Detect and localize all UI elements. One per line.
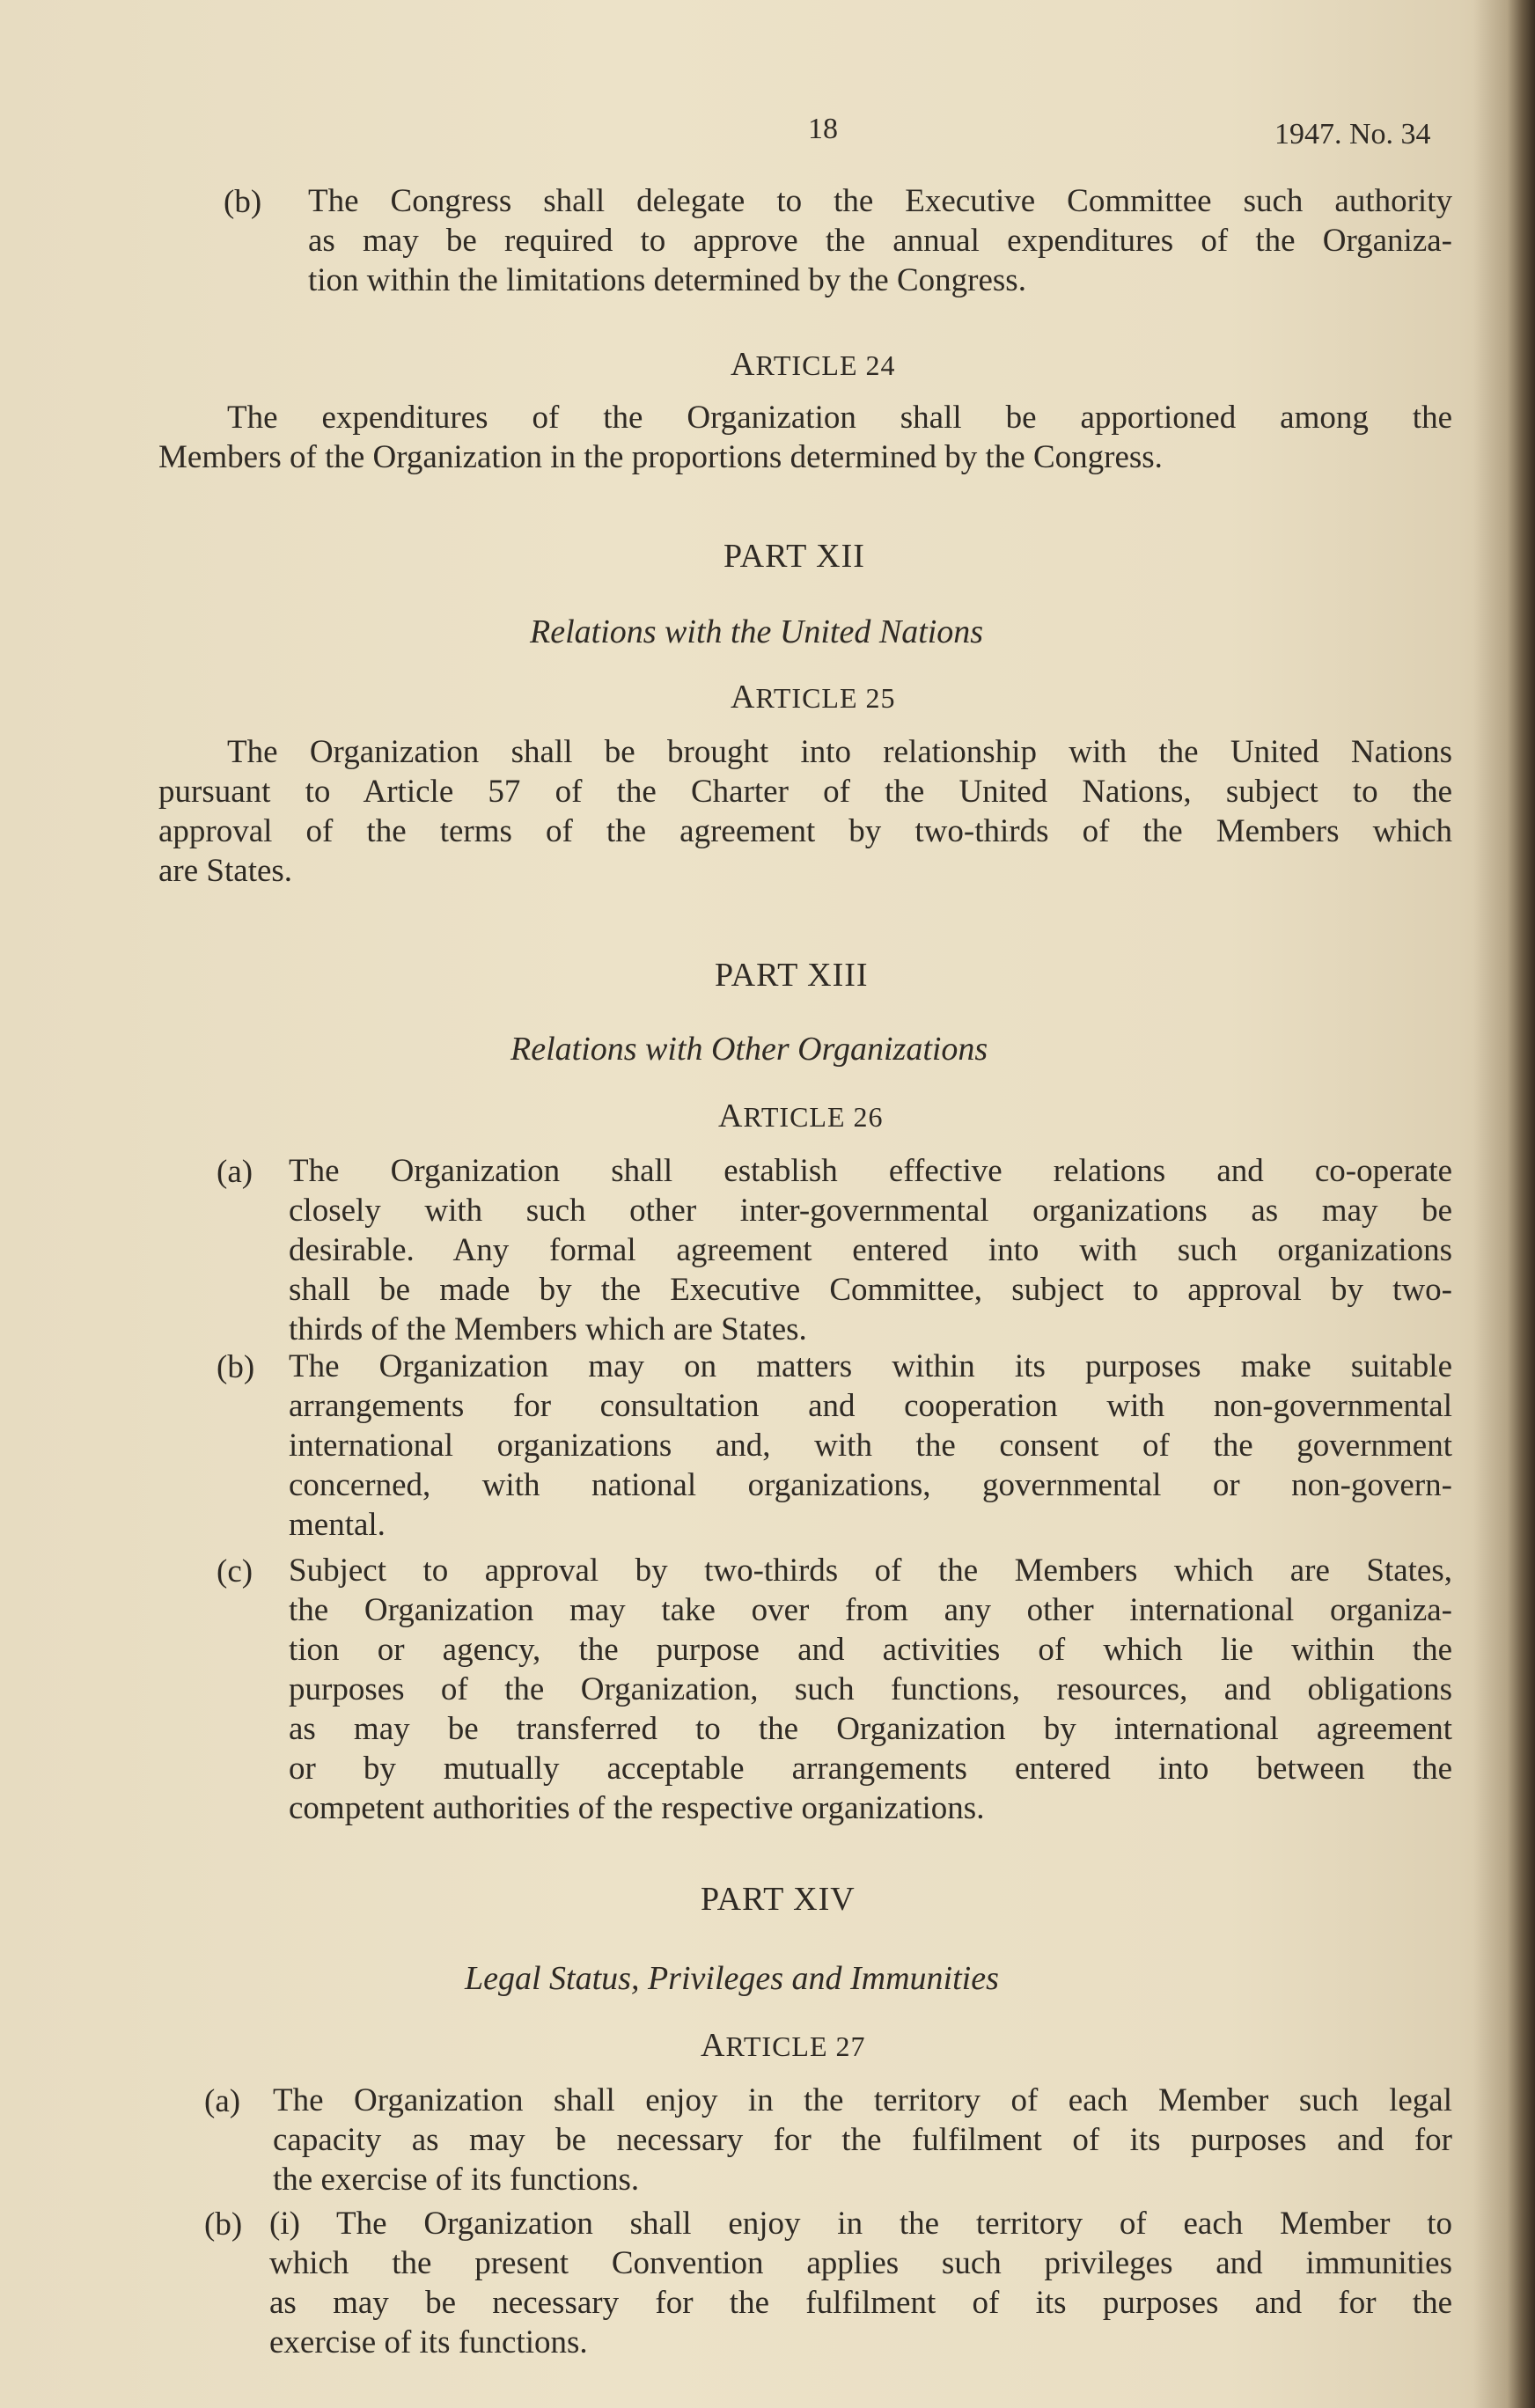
text-line: concerned, with national organizations, governmental or non-govern- [289,1467,1452,1503]
page-number: 18 [808,113,838,145]
text-line: international organizations and, with the consent of the government [289,1428,1452,1464]
text-line: competent authorities of the respective organizations. [289,1790,985,1826]
text-line: Members of the Organization in the proportions determined by the Congress. [158,439,1163,475]
clause-label: (b) [204,2206,243,2243]
text-line: exercise of its functions. [269,2324,588,2360]
article-26c-text [289,1551,1452,1828]
part-subtitle: Relations with Other Organizations [510,1031,988,1068]
clause-label: (b) [217,1349,255,1385]
article-25-text [158,732,1452,891]
text-line: closely with such other inter-governmental organizations as may be [289,1193,1452,1229]
article-27a-text [273,2081,1452,2199]
text-line: capacity as may be necessary for the fulfilment of its purposes and for [273,2122,1452,2158]
text-line: as may be required to approve the annual expenditures of the Organiza- [308,223,1452,259]
text-line: are States. [158,853,293,889]
part-title: PART XIV [701,1881,856,1918]
article-heading: ARTICLE 25 [731,679,896,716]
text-line: as may be transferred to the Organization by international agreement [289,1711,1452,1747]
part-subtitle: Relations with the United Nations [530,613,984,650]
clause-23b-text [308,181,1452,300]
running-reference: 1947. No. 34 [1274,118,1431,150]
text-line: as may be necessary for the fulfilment of its purposes and for the [269,2285,1452,2321]
text-line: which the present Convention applies such privileges and immunities [269,2245,1452,2281]
text-line: The Congress shall delegate to the Executive Committee such authority [308,183,1452,219]
article-heading: ARTICLE 26 [718,1098,884,1134]
clause-label: (c) [217,1553,253,1589]
text-line: The Organization shall establish effective relations and co-operate [289,1153,1452,1189]
text-line: purposes of the Organization, such functions, resources, and obligations [289,1671,1452,1707]
text-line: The Organization shall be brought into relationship with the United Nations [227,734,1452,770]
article-heading: ARTICLE 27 [701,2027,866,2064]
clause-label: (a) [204,2083,241,2119]
text-line: tion within the limitations determined by the Congress. [308,262,1026,298]
text-line: shall be made by the Executive Committee, subject to approval by two- [289,1272,1452,1308]
text-line: desirable. Any formal agreement entered into with such organizations [289,1232,1452,1268]
text-line: arrangements for consultation and cooperation with non-governmental [289,1388,1452,1424]
text-line: The Organization shall enjoy in the territory of each Member such legal [273,2082,1452,2118]
text-line: (i) The Organization shall enjoy in the territory of each Member to [269,2206,1452,2242]
text-line: The expenditures of the Organization shall be apportioned among the [227,400,1452,436]
article-26a-text [289,1151,1452,1349]
clause-label: (b) [224,184,262,220]
text-line: mental. [289,1507,386,1543]
part-title: PART XIII [715,957,869,994]
part-title: PART XII [723,538,865,575]
text-line: pursuant to Article 57 of the Charter of the United Nations, subject to the [158,774,1452,810]
clause-label: (a) [217,1154,253,1190]
text-line: or by mutually acceptable arrangements entered into between the [289,1751,1452,1787]
article-26b-text [289,1347,1452,1545]
text-line: approval of the terms of the agreement by two-thirds of the Members which [158,813,1452,849]
text-line: The Organization may on matters within its purposes make suitable [289,1348,1452,1384]
text-line: tion or agency, the purpose and activities of which lie within the [289,1632,1452,1668]
article-24-text [158,398,1452,477]
article-heading: ARTICLE 24 [731,346,896,383]
article-27b-text [269,2204,1452,2362]
text-line: the Organization may take over from any other international organiza- [289,1592,1452,1628]
part-subtitle: Legal Status, Privileges and Immunities [465,1960,999,1997]
text-line: thirds of the Members which are States. [289,1311,807,1347]
text-line: the exercise of its functions. [273,2162,640,2198]
text-line: Subject to approval by two-thirds of the Members which are States, [289,1553,1452,1589]
